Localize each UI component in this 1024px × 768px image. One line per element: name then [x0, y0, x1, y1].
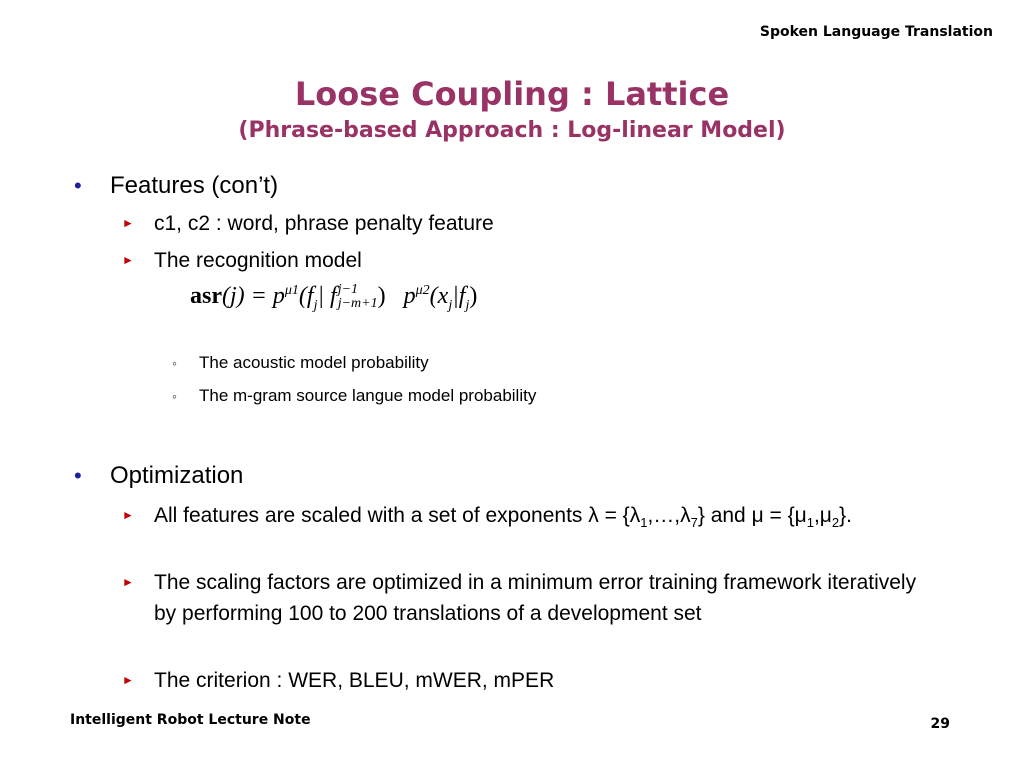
formula-range-down: j−m+1: [337, 296, 378, 312]
triangle-arrow-icon: ►: [122, 508, 134, 522]
asr-formula: [190, 283, 477, 314]
formula-arg: (j) = p: [222, 283, 285, 309]
formula-rest: |f: [452, 283, 466, 309]
footer-note: Intelligent Robot Lecture Note: [70, 712, 311, 728]
subbullet-text: The scaling factors are optimized in a minimum error training framework iteratively by performing 100 to 200 translations of a development set: [154, 571, 917, 625]
triangle-arrow-icon: ►: [122, 673, 134, 687]
course-title: Spoken Language Translation: [759, 24, 993, 40]
hollow-circle-icon: ◦: [172, 355, 177, 371]
formula-fj: (f: [298, 283, 314, 309]
formula-mu1: μ1: [284, 283, 299, 298]
formula-p2: p: [403, 283, 416, 309]
hollow-circle-icon: ◦: [172, 388, 177, 404]
formula-close: ): [377, 283, 386, 309]
triangle-arrow-icon: ►: [122, 575, 134, 589]
formula-j: j: [313, 297, 318, 313]
slide-title: Loose Coupling : Lattice: [294, 75, 730, 113]
bullet-text: Optimization: [110, 462, 244, 489]
formula-j2: j: [448, 297, 453, 313]
subbullet-text: The criterion : WER, BLEU, mWER, mPER: [154, 669, 555, 692]
formula-xj: (x: [429, 283, 449, 309]
slide-subtitle: (Phrase-based Approach : Log-linear Model): [238, 118, 786, 143]
bullet-dot-icon: •: [74, 173, 82, 198]
formula-fn: asr: [190, 283, 222, 309]
bullet-text: Features (con’t): [110, 172, 279, 199]
triangle-arrow-icon: ►: [122, 253, 134, 267]
subbullet-text: The recognition model: [154, 249, 362, 272]
formula-range-up: j−1: [337, 282, 359, 298]
bullet-dot-icon: •: [74, 463, 82, 488]
formula-j3: j: [465, 297, 470, 313]
subbullet-text: All features are scaled with a set of exponents $\lambda = \{\lambda_1,\dots,\lambda_7\}$ and $\mu = \{\mu_1,\mu_2\}$.: [154, 504, 852, 531]
triangle-arrow-icon: ►: [122, 216, 134, 230]
formula-bar: | f: [317, 283, 337, 309]
subsub-text: The acoustic model probability: [199, 353, 429, 372]
subbullet-text: c1, c2 : word, phrase penalty feature: [154, 212, 494, 235]
subsub-text: The m-gram source langue model probability: [199, 386, 537, 405]
formula-end: ): [469, 283, 478, 309]
formula-mu2: μ2: [415, 283, 430, 298]
page-number: 29: [930, 716, 950, 732]
formula-range: [338, 283, 378, 311]
